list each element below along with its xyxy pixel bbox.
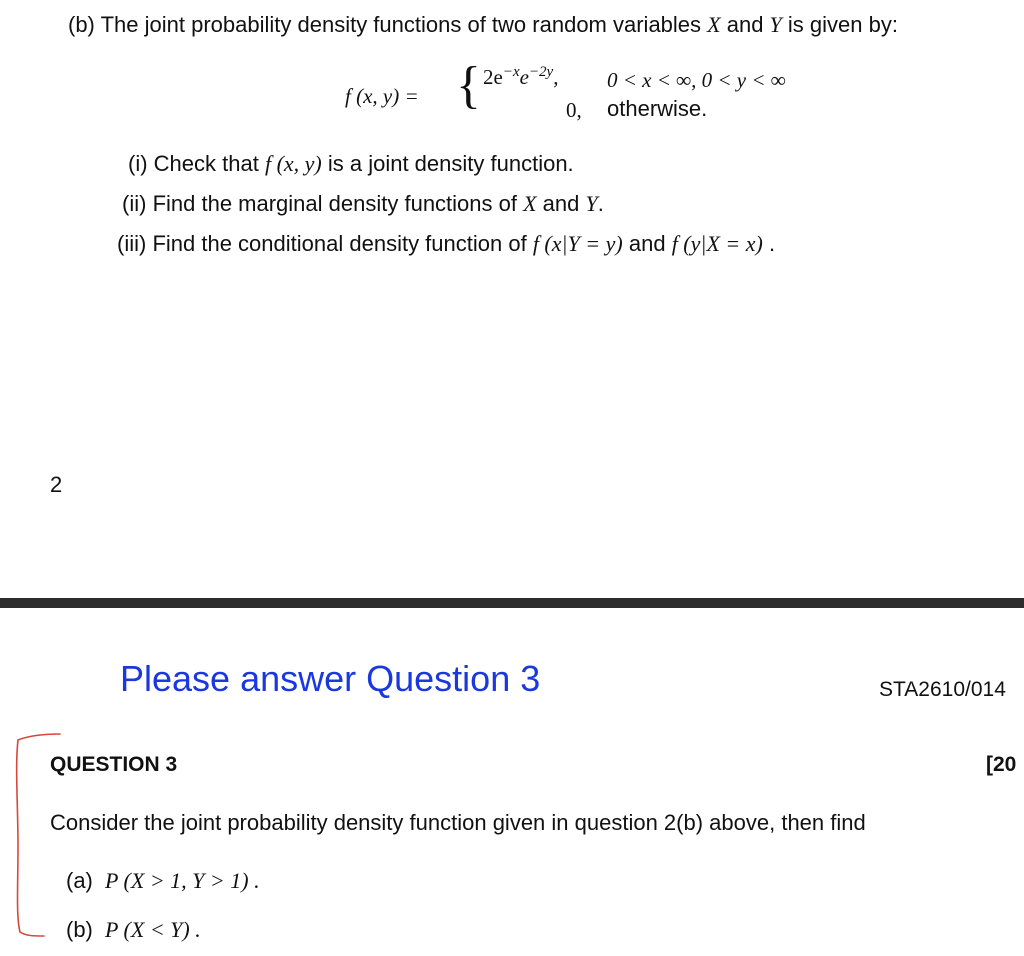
page-number: 2	[50, 472, 63, 497]
subpart-iii-post: .	[762, 231, 776, 256]
subpart-ii-m2: Y	[585, 191, 598, 216]
subpart-ii-m1: X	[523, 191, 537, 216]
subpart-iii-num: (iii)	[117, 231, 147, 256]
subpart-ii-num: (ii)	[122, 191, 147, 216]
question-part-a	[66, 870, 260, 892]
subpart-iii-pre: Find the conditional density function of	[152, 231, 533, 256]
page-divider	[0, 598, 1024, 608]
case1-coef: 2e	[483, 65, 503, 89]
case1-condition: 0 < x < ∞, 0 < y < ∞	[607, 68, 786, 92]
part-a-label: (a)	[66, 868, 93, 893]
part-b-label: (b)	[68, 12, 95, 37]
subpart-i-math: f (x, y)	[264, 151, 322, 176]
var-y: Y	[769, 12, 782, 37]
subpart-ii	[122, 193, 604, 215]
case1-comma: ,	[553, 65, 559, 89]
subpart-i-pre: Check that	[153, 151, 265, 176]
subpart-iii-m1: f (x|Y = y)	[532, 231, 623, 256]
question-body: Consider the joint probability density function given in question 2(b) above, then find	[50, 810, 866, 835]
case1-e: e	[519, 65, 529, 89]
function-lhs: f (x, y) =	[345, 84, 419, 108]
subpart-ii-pre: Find the marginal density functions of	[152, 191, 524, 216]
subpart-iii	[117, 233, 775, 255]
intro-and: and	[720, 12, 770, 37]
case2-value: 0,	[566, 98, 582, 122]
part-b-expr: P (X < Y) .	[105, 917, 201, 942]
subpart-iii-m2: f (y|X = x)	[671, 231, 763, 256]
var-x: X	[707, 12, 721, 37]
left-brace: {	[456, 57, 481, 114]
subpart-iii-mid: and	[622, 231, 672, 256]
subpart-ii-mid: and	[536, 191, 586, 216]
intro-pre: The joint probability density functions of two random variables	[100, 12, 708, 37]
question-title: QUESTION 3	[50, 753, 178, 776]
case1-exp2: −2y	[528, 64, 554, 80]
question-marks: [20	[986, 753, 1017, 776]
intro-post: is given by:	[781, 12, 898, 37]
case1-exp1: −x	[502, 64, 520, 80]
part-b-q-label: (b)	[66, 917, 93, 942]
case2-condition: otherwise.	[607, 96, 708, 121]
subpart-ii-post: .	[597, 191, 604, 216]
banner-text: Please answer Question 3	[120, 658, 541, 699]
part-a-expr: P (X > 1, Y > 1) .	[105, 868, 260, 893]
subpart-i-num: (i)	[128, 151, 148, 176]
subpart-i-post: is a joint density function.	[321, 151, 574, 176]
subpart-i	[128, 153, 574, 175]
course-code: STA2610/014	[879, 678, 1006, 701]
question-part-b	[66, 919, 201, 941]
part-b-intro	[68, 14, 898, 36]
case-1	[483, 64, 558, 90]
